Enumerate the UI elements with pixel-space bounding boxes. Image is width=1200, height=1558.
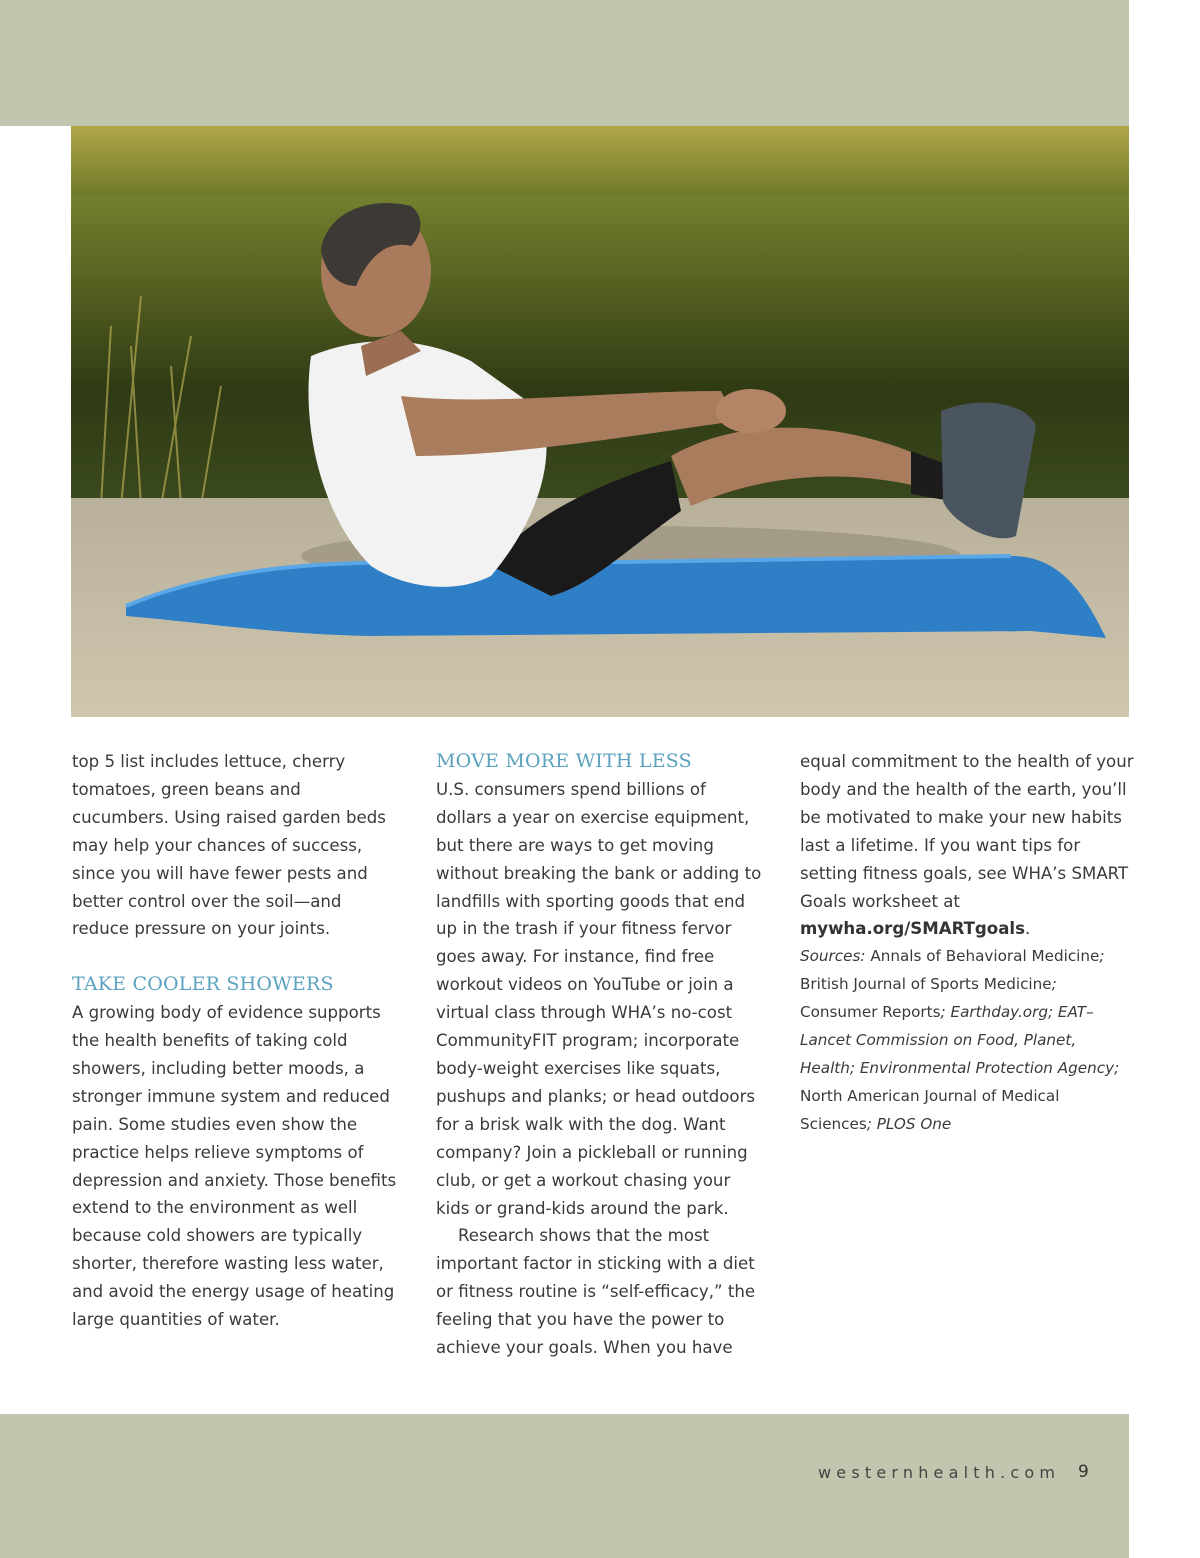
- source-6-italic: ; PLOS One: [866, 1114, 952, 1133]
- source-1: Annals of Behavioral Medicine: [865, 947, 1100, 966]
- col2-paragraph-2: Research shows that the most important factor in sticking with a diet or fitness routine is “self-efficacy,” the feeling that you have the power to achieve your goals. When you have: [436, 1226, 756, 1358]
- source-3: Consumer Reports: [800, 1003, 941, 1022]
- exercise-photo-illustration: [71, 126, 1129, 717]
- footer-website: westernhealth.com: [818, 1463, 1061, 1482]
- col2-paragraph-1: U.S. consumers spend billions of dollars a year on exercise equipment, but there are ways to get moving without breaking the bank or adding to landfills with sporting goods that end up in the trash if your fitness fervor goes away. For instance, find free workout videos on YouTube or join a virtual class through WHA’s no-cost CommunityFIT program; incorporate body-weight exercises like squats, pushups and planks; or head outdoors for a brisk walk with the dog. Want company? Join a pickleball or running club, or get a workout chasing your kids or grand-kids around the park.: [436, 779, 762, 1218]
- sources-list: [800, 943, 1135, 1138]
- source-sep-2: ;: [1051, 975, 1057, 994]
- column-2: [436, 748, 766, 1362]
- heading-move-more-with-less: MOVE MORE WITH LESS: [436, 750, 692, 772]
- heading-take-cooler-showers: TAKE COOLER SHOWERS: [72, 973, 334, 996]
- bottom-color-band: [0, 1414, 1129, 1558]
- col1-paragraph-2: A growing body of evidence supports the health benefits of taking cold showers, including better moods, a stronger immune system and reduced pain. Some studies even show the practice helps relieve symptoms of depression and anxiety. Those benefits extend to the environment as well because cold showers are typically shorter, therefore wasting less water, and avoid the energy usage of heating large quantities of water.: [72, 1003, 397, 1330]
- col3-paragraph-1: [800, 748, 1135, 943]
- col3-text-start: equal commitment to the health of your body and the health of the earth, you’ll be motivated to make your new habits last a lifetime. If you want tips for setting fitness goals, see WHA’s SMART Goals worksheet at: [800, 752, 1134, 911]
- hero-photo: [71, 126, 1129, 717]
- page-number: 9: [1078, 1462, 1089, 1482]
- col1-paragraph-1: top 5 list includes lettuce, cherry tomatoes, green beans and cucumbers. Using raised garden beds may help your chances of success, since you will have fewer pests and better control over the soil—and reduce pressure on your joints.: [72, 752, 386, 939]
- source-sep-1: ;: [1099, 947, 1105, 966]
- column-3: [800, 748, 1135, 1139]
- source-5: North American Journal of Medical Sciences: [800, 1086, 1060, 1133]
- col3-text-end: .: [1024, 919, 1031, 939]
- smart-goals-link[interactable]: mywha.org/SMARTgoals: [800, 919, 1025, 939]
- source-4-italic: ; Earthday.org; EAT–Lancet Commission on Food, Planet, Health; Environmental Protection Agency;: [800, 1003, 1120, 1077]
- source-2: British Journal of Sports Medicine: [800, 975, 1052, 994]
- top-color-band: [0, 0, 1129, 126]
- sources-label: Sources:: [800, 947, 866, 966]
- column-1: [72, 748, 402, 1334]
